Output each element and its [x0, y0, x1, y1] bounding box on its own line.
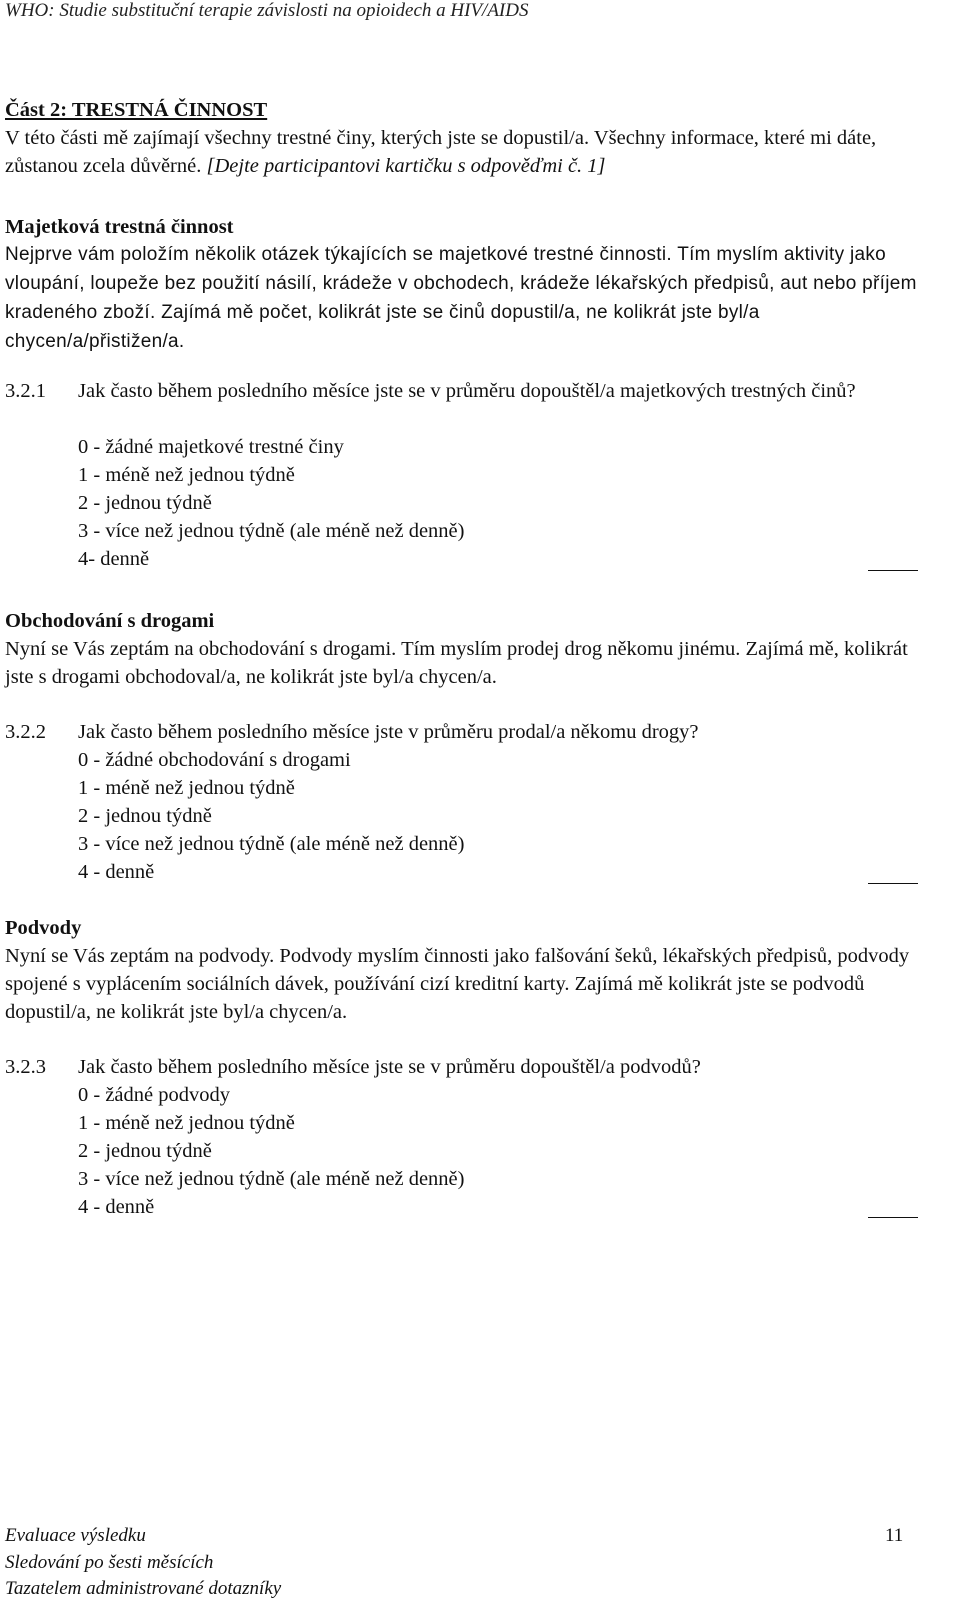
section-text-property-crime: Nejprve vám položím několik otázek týkajících se majetkové trestné činnosti. Tím myslím aktivity jako vloupání, loupeže bez použití násilí, krádeže v obchodech, krádeže lékařských předpisů, aut nebo příjem kradeného zboží. Zajímá mě počet, kolikrát jste se činů dopustil/a, ne kolikrát jste byl/a chycen/a/přistižen/a.	[5, 244, 917, 352]
answer-option: 3 - více než jednou týdně (ale méně než denně)	[78, 520, 465, 542]
part-intro-text: V této části mě zajímají všechny trestné činy, kterých jste se dopustil/a. Všechny informace, které mi dáte, zůstanou zcela důvěrné.	[5, 127, 877, 177]
footer-line-1: Evaluace výsledku	[5, 1525, 146, 1546]
footer-line-3: Tazatelem administrované dotazníky	[5, 1578, 282, 1599]
question-number: 3.2.2	[5, 721, 46, 743]
section-heading-property-crime: Majetková trestná činnost	[5, 216, 234, 238]
answer-option: 1 - méně než jednou týdně	[78, 777, 295, 799]
answer-blank-line[interactable]	[868, 1217, 918, 1218]
section-heading-drug-dealing: Obchodování s drogami	[5, 610, 215, 632]
section-heading-fraud: Podvody	[5, 917, 82, 939]
answer-option: 2 - jednou týdně	[78, 1140, 212, 1162]
answer-blank-line[interactable]	[868, 570, 918, 571]
question-text: Jak často během posledního měsíce jste se v průměru dopouštěl/a majetkových trestných činů?	[78, 380, 856, 402]
section-text-drug-dealing: Nyní se Vás zeptám na obchodování s drogami. Tím myslím prodej drog někomu jinému. Zajímá mě, kolikrát jste s drogami obchodoval/a, ne kolikrát jste byl/a chycen/a.	[5, 638, 908, 688]
answer-option: 2 - jednou týdně	[78, 492, 212, 514]
answer-options	[78, 746, 938, 886]
answer-option: 0 - žádné obchodování s drogami	[78, 749, 351, 771]
answer-option: 0 - žádné majetkové trestné činy	[78, 436, 344, 458]
answer-option: 3 - více než jednou týdně (ale méně než denně)	[78, 833, 465, 855]
answer-option: 1 - méně než jednou týdně	[78, 464, 295, 486]
question-number: 3.2.3	[5, 1056, 46, 1078]
answer-options	[78, 1081, 938, 1221]
footer-line-2: Sledování po šesti měsících	[5, 1552, 214, 1573]
section-text-fraud: Nyní se Vás zeptám na podvody. Podvody myslím činnosti jako falšování šeků, lékařských předpisů, podvody spojené s vyplácením sociálních dávek, používání cizí kreditní karty. Zajímá mě kolikrát jste se podvodů dopustil/a, ne kolikrát jste byl/a chycen/a.	[5, 945, 910, 1023]
answer-option: 4 - denně	[78, 861, 155, 883]
answer-option: 4 - denně	[78, 1196, 155, 1218]
question-text: Jak často během posledního měsíce jste se v průměru dopouštěl/a podvodů?	[78, 1056, 701, 1078]
question-text: Jak často během posledního měsíce jste v průměru prodal/a někomu drogy?	[78, 721, 699, 743]
question-number: 3.2.1	[5, 380, 46, 402]
answer-option: 4- denně	[78, 548, 150, 570]
part-intro	[5, 124, 940, 180]
answer-option: 2 - jednou týdně	[78, 805, 212, 827]
answer-option: 1 - méně než jednou týdně	[78, 1112, 295, 1134]
part-intro-instruction: [Dejte participantovi kartičku s odpověďmi č. 1]	[206, 155, 606, 177]
answer-options	[78, 433, 938, 573]
document-header: WHO: Studie substituční terapie závislosti na opioidech a HIV/AIDS	[5, 0, 529, 21]
page-number: 11	[885, 1525, 904, 1546]
part-title: Část 2: TRESTNÁ ČINNOST	[5, 99, 268, 121]
answer-option: 0 - žádné podvody	[78, 1084, 230, 1106]
answer-blank-line[interactable]	[868, 883, 918, 884]
answer-option: 3 - více než jednou týdně (ale méně než denně)	[78, 1168, 465, 1190]
